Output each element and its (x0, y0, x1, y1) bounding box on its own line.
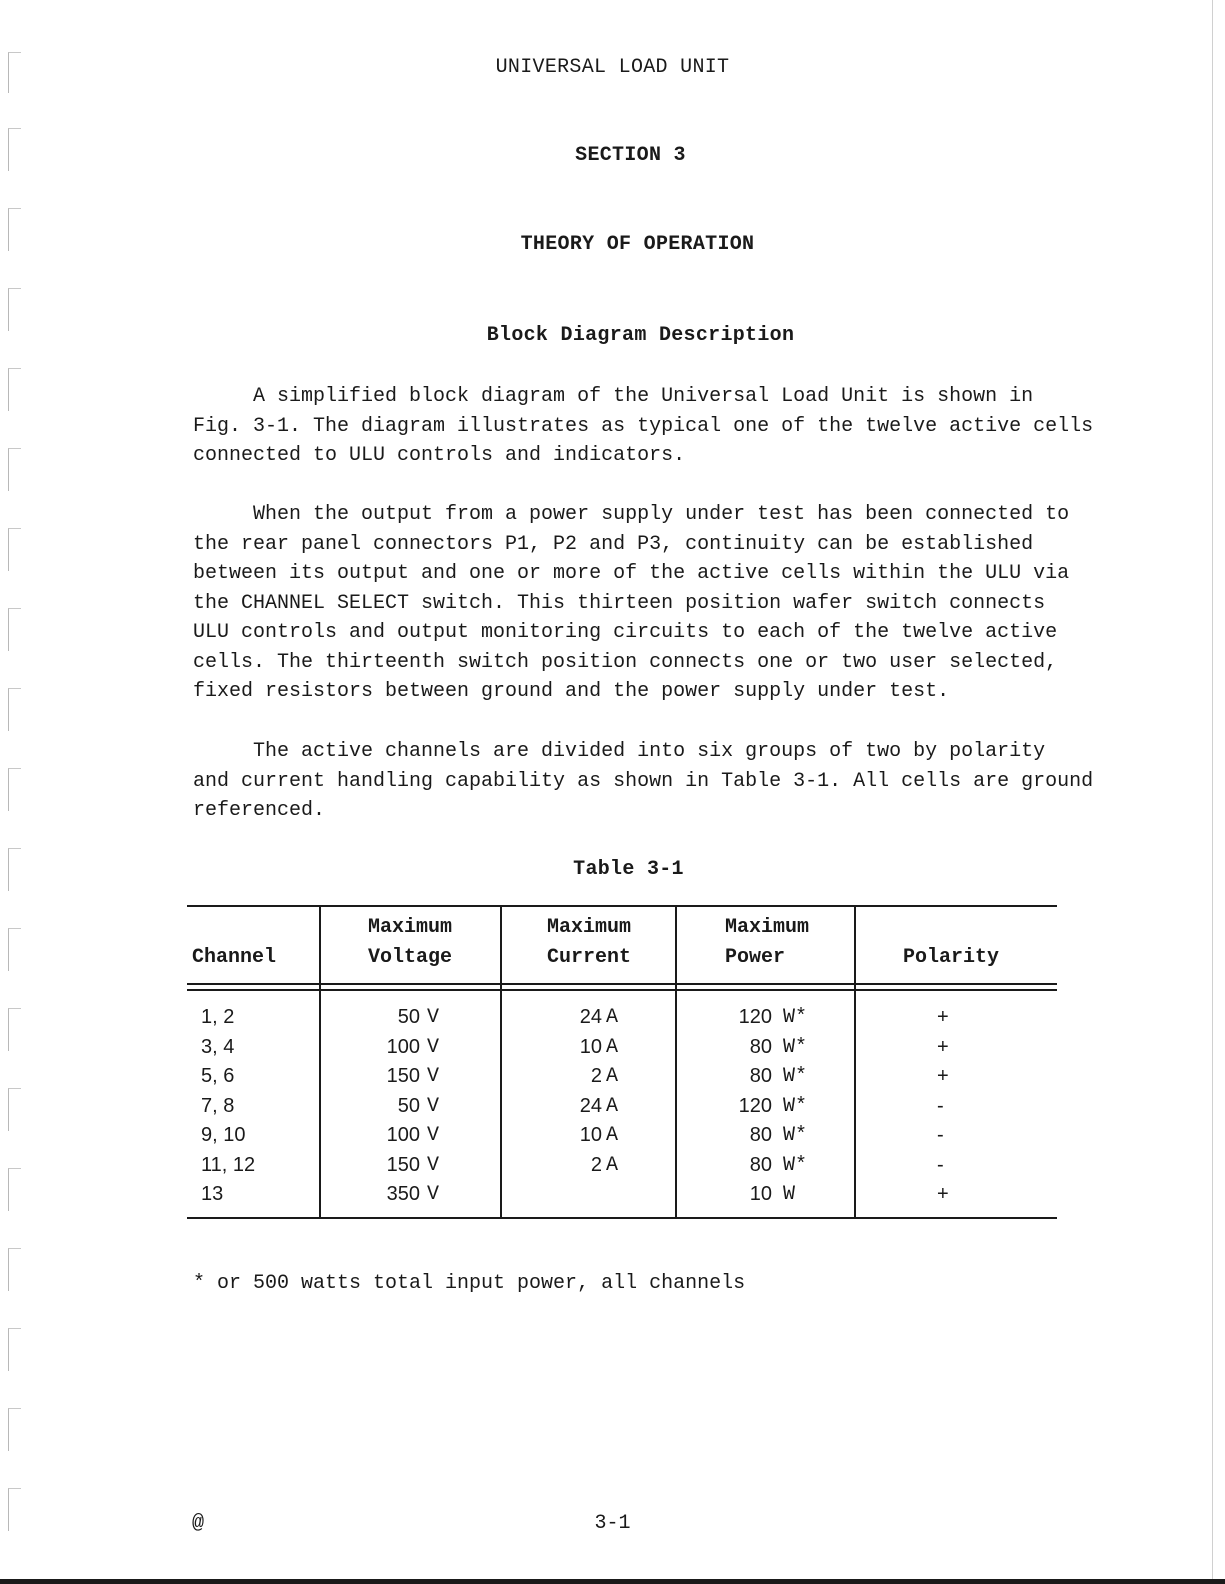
cell-voltage: 50 (397, 1094, 420, 1117)
cell-voltage: 50 (397, 1006, 420, 1028)
header-power-line2: Power (725, 946, 786, 969)
table-footnote: * or 500 watts total input power, all channels (193, 1272, 746, 1295)
cell-power-unit: W* (783, 1153, 808, 1177)
section-number: SECTION 3 (575, 144, 686, 167)
margin-mark (8, 928, 21, 971)
paragraph-line: referenced. (193, 799, 326, 822)
header-voltage-line1: Maximum (368, 916, 453, 939)
header-voltage-line2: Voltage (368, 946, 453, 969)
cell-power-unit: W* (783, 1035, 808, 1059)
margin-mark (8, 688, 21, 731)
margin-mark (8, 1408, 21, 1451)
cell-channel: 3, 4 (201, 1035, 235, 1058)
cell-current-unit: A (606, 1153, 619, 1177)
cell-power: 120 (738, 1006, 772, 1028)
paragraph-line: fixed resistors between ground and the power supply under test. (193, 680, 950, 703)
cell-polarity: + (937, 1035, 949, 1058)
subsection-title: Block Diagram Description (486, 324, 795, 347)
table-rule (187, 1217, 1057, 1219)
cell-voltage: 100 (386, 1124, 420, 1146)
header-power-line1: Maximum (725, 916, 810, 939)
footer-mark: @ (192, 1512, 205, 1535)
header-channel: Channel (192, 946, 277, 969)
cell-current-unit: A (606, 1035, 619, 1059)
page-bottom-edge (0, 1579, 1225, 1584)
cell-polarity: - (937, 1094, 944, 1117)
cell-channel: 7, 8 (201, 1094, 235, 1117)
paragraph-line: the rear panel connectors P1, P2 and P3, continuity can be established (193, 532, 1034, 556)
cell-current-unit: A (606, 1124, 619, 1147)
header-polarity: Polarity (903, 946, 1000, 969)
margin-mark (8, 1088, 21, 1131)
paragraph-line: Fig. 3-1. The diagram illustrates as typical one of the twelve active cells (193, 414, 1094, 438)
margin-mark (8, 368, 21, 411)
cell-channel: 5, 6 (201, 1065, 235, 1087)
paragraph-1 (193, 382, 1093, 471)
page-number: 3-1 (594, 1512, 631, 1535)
margin-mark (8, 1008, 21, 1051)
cell-current-unit: A (606, 1094, 619, 1118)
margin-mark (8, 608, 21, 651)
cell-power-unit: W* (783, 1065, 808, 1088)
cell-voltage: 100 (386, 1035, 420, 1058)
cell-voltage-unit: V (427, 1094, 440, 1118)
cell-voltage-unit: V (427, 1035, 440, 1059)
cell-power: 80 (749, 1124, 772, 1146)
cell-power-unit: W* (783, 1094, 808, 1118)
header-current-line2: Current (547, 946, 632, 969)
cell-polarity: + (937, 1006, 949, 1028)
cell-channel: 9, 10 (201, 1124, 246, 1146)
column-divider (675, 905, 677, 1219)
margin-mark (8, 1248, 21, 1291)
paragraph-2 (193, 500, 1093, 707)
specs-table (187, 905, 1057, 1220)
cell-voltage-unit: V (427, 1153, 440, 1177)
cell-current: 2 (590, 1065, 602, 1087)
paragraph-3 (193, 737, 1093, 826)
paragraph-line: and current handling capability as shown in Table 3-1. All cells are ground (193, 769, 1094, 793)
column-divider (500, 905, 502, 1219)
cell-channel: 1, 2 (201, 1006, 235, 1028)
cell-power-unit: W (783, 1183, 796, 1206)
paragraph-line: cells. The thirteenth switch position connects one or two user selected, (193, 650, 1058, 674)
margin-mark (8, 288, 21, 331)
cell-voltage-unit: V (427, 1183, 440, 1206)
cell-power: 120 (738, 1094, 772, 1117)
table-rule (187, 905, 1057, 907)
cell-power: 80 (749, 1065, 772, 1087)
running-title: UNIVERSAL LOAD UNIT (495, 56, 730, 79)
paragraph-line: The active channels are divided into six groups of two by polarity (193, 740, 1046, 763)
cell-polarity: - (937, 1153, 944, 1176)
cell-current: 10 (579, 1124, 602, 1146)
cell-power: 80 (749, 1035, 772, 1058)
cell-current-unit: A (606, 1065, 619, 1088)
cell-voltage: 350 (386, 1183, 420, 1205)
cell-voltage-unit: V (427, 1124, 440, 1147)
paragraph-line: the CHANNEL SELECT switch. This thirteen position wafer switch connects (193, 591, 1046, 615)
cell-current: 2 (590, 1153, 602, 1176)
paragraph-line: When the output from a power supply under test has been connected to (193, 503, 1070, 526)
cell-voltage-unit: V (427, 1065, 440, 1088)
cell-voltage-unit: V (427, 1006, 440, 1029)
table-rule (187, 983, 1057, 985)
cell-channel: 11, 12 (201, 1153, 256, 1176)
cell-power: 80 (749, 1153, 772, 1176)
table-caption: Table 3-1 (573, 858, 684, 881)
column-divider (319, 905, 321, 1219)
paragraph-line: ULU controls and output monitoring circuits to each of the twelve active (193, 621, 1058, 644)
margin-mark (8, 528, 21, 571)
cell-voltage: 150 (386, 1065, 420, 1087)
paragraph-line: between its output and one or more of the active cells within the ULU via (193, 562, 1070, 585)
table-rule (187, 989, 1057, 991)
header-current-line1: Maximum (547, 916, 632, 939)
cell-current: 10 (579, 1035, 602, 1058)
paragraph-line: A simplified block diagram of the Universal Load Unit is shown in (193, 385, 1034, 408)
cell-power-unit: W* (783, 1124, 808, 1147)
cell-power: 10 (749, 1183, 772, 1205)
cell-polarity: + (937, 1183, 949, 1205)
margin-mark (8, 1328, 21, 1371)
section-title: THEORY OF OPERATION (520, 233, 755, 256)
column-divider (854, 905, 856, 1219)
margin-mark (8, 448, 21, 491)
margin-mark (8, 208, 21, 251)
cell-polarity: + (937, 1065, 949, 1087)
cell-power-unit: W* (783, 1006, 808, 1029)
cell-voltage: 150 (386, 1153, 420, 1176)
cell-polarity: - (937, 1124, 944, 1146)
cell-current: 24 (579, 1006, 602, 1028)
cell-current-unit: A (606, 1006, 619, 1029)
margin-mark (8, 1168, 21, 1211)
margin-mark (8, 768, 21, 811)
cell-channel: 13 (201, 1183, 224, 1205)
paragraph-line: connected to ULU controls and indicators. (193, 444, 686, 467)
cell-current: 24 (579, 1094, 602, 1117)
